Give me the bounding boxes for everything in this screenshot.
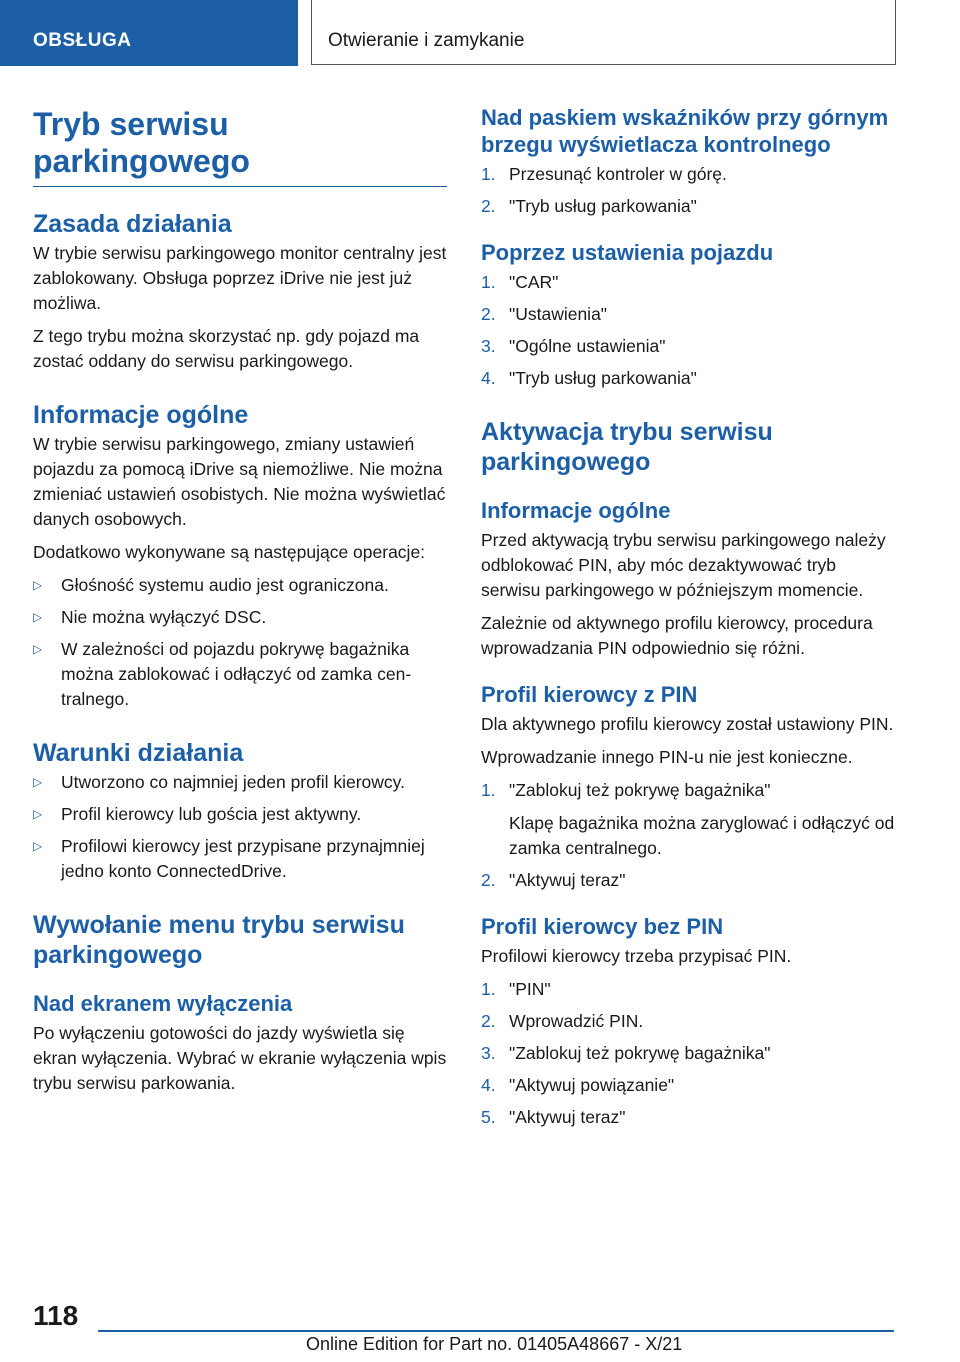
heading-bez-pin: Profil kierowcy bez PIN	[481, 914, 724, 939]
nad-paskiem-steps	[481, 162, 895, 219]
heading-informacje: Informacje ogólne	[33, 401, 249, 429]
triangle-bullet-icon: ▷	[33, 807, 43, 821]
list-item: ▷ Profilowi kierowcy jest przypisane przynajmniej jedno konto ConnectedDrive.	[33, 836, 425, 881]
poprzez-steps	[481, 270, 895, 391]
list-item: 2. "Aktywuj teraz"	[481, 870, 626, 890]
heading-poprzez: Poprzez ustawienia pojazdu	[481, 240, 774, 265]
heading-wywolanie: Wywołanie menu trybu serwisu parkingowego	[33, 911, 405, 969]
list-item: ▷ Głośność systemu audio jest ograniczona.	[33, 573, 447, 598]
paragraph: Profilowi kierowcy trzeba przypisać PIN.	[481, 946, 792, 966]
list-item: 2. "Ustawienia"	[481, 304, 608, 324]
chapter-label: Otwieranie i zamykanie	[328, 30, 525, 51]
list-item: 3. "Zablokuj też pokrywę bagażnika"	[481, 1043, 771, 1063]
section-label: OBSŁUGA	[33, 30, 132, 51]
right-column	[481, 100, 895, 1137]
info-bullet-list	[33, 573, 447, 712]
chapter-box	[311, 0, 896, 65]
paragraph: Przed aktywacją trybu serwisu parkingowego należy odblokować PIN, aby móc dezaktywować tryb serwisu parkingowego w późniejszym momencie.	[481, 530, 886, 600]
section-tab	[0, 0, 298, 66]
paragraph: Po wyłączeniu gotowości do jazdy wyświetla się ekran wyłączenia. Wybrać w ekranie wyłączenia wpis trybu serwisu parkowania.	[33, 1023, 447, 1093]
paragraph: Z tego trybu można skorzystać np. gdy pojazd ma zostać oddany do serwisu parkingowego.	[33, 326, 420, 371]
paragraph: Dodatkowo wykonywane są następujące operacje:	[33, 542, 426, 562]
heading-aktywacja: Aktywacja trybu serwisu parkingowego	[481, 418, 773, 476]
list-item: ▷ Nie można wyłączyć DSC.	[33, 605, 447, 630]
heading-informacje-ogolne: Informacje ogólne	[481, 498, 671, 523]
list-item: 2. Wprowadzić PIN.	[481, 1011, 644, 1031]
triangle-bullet-icon: ▷	[33, 610, 43, 624]
paragraph: W trybie serwisu parkingowego, zmiany ustawień pojazdu za pomocą iDrive są niemożliwe. Nie można zmieniać ustawień osobistych. Nie można wyświetlać danych osobowych.	[33, 434, 446, 529]
warunki-bullet-list	[33, 770, 447, 884]
step-note: Klapę bagażnika można zaryglować i odłączyć od zamka centralnego.	[509, 813, 895, 858]
left-column	[33, 100, 447, 1104]
page-title: Tryb serwisu parkingowego	[33, 106, 447, 187]
triangle-bullet-icon: ▷	[33, 775, 43, 789]
list-item: 1. "CAR"	[481, 272, 559, 292]
paragraph: Zależnie od aktywnego profilu kierowcy, procedura wprowadzania PIN odpowiednio się różni.	[481, 613, 873, 658]
list-item: 1. "PIN"	[481, 979, 551, 999]
z-pin-steps	[481, 778, 895, 893]
heading-nad-paskiem: Nad paskiem wskaźników przy górnym brzegu wyświetlacza kontrolnego	[481, 105, 889, 157]
paragraph: W trybie serwisu parkingowego monitor centralny jest zablokowany. Obsługa poprzez iDrive nie jest już możliwa.	[33, 243, 447, 313]
heading-z-pin: Profil kierowcy z PIN	[481, 682, 698, 707]
paragraph: Dla aktywnego profilu kierowcy został ustawiony PIN.	[481, 714, 894, 734]
list-item: 5. "Aktywuj teraz"	[481, 1107, 626, 1127]
edition-note: Online Edition for Part no. 01405A48667 - X/21	[306, 1334, 683, 1354]
list-item: 1. Przesunąć kontroler w górę.	[481, 164, 727, 184]
list-item: ▷ Profil kierowcy lub gościa jest aktywny.	[33, 802, 447, 827]
triangle-bullet-icon: ▷	[33, 578, 43, 592]
bez-pin-steps	[481, 977, 895, 1130]
list-item: 2. "Tryb usług parkowania"	[481, 196, 697, 216]
triangle-bullet-icon: ▷	[33, 839, 43, 853]
heading-zasada: Zasada działania	[33, 210, 232, 238]
list-item: 1. "Zablokuj też pokrywę bagażnika" Klapę bagażnika można zaryglować i odłączyć od zamka centralnego.	[481, 778, 895, 861]
list-item: ▷ Utworzono co najmniej jeden profil kierowcy.	[33, 770, 447, 795]
footer-divider	[98, 1330, 894, 1332]
triangle-bullet-icon: ▷	[33, 642, 43, 656]
list-item: 4. "Aktywuj powiązanie"	[481, 1075, 675, 1095]
heading-nad-ekranem: Nad ekranem wyłączenia	[33, 991, 293, 1016]
list-item: 3. "Ogólne ustawienia"	[481, 336, 666, 356]
paragraph: Wprowadzanie innego PIN-u nie jest konieczne.	[481, 747, 853, 767]
list-item: 4. "Tryb usług parkowania"	[481, 368, 697, 388]
list-item: ▷ W zależności od pojazdu pokrywę bagażnika można zablokować i odłączyć od zamka centralnego.	[33, 639, 412, 709]
page-number: 118	[33, 1300, 79, 1331]
heading-warunki: Warunki działania	[33, 739, 244, 767]
